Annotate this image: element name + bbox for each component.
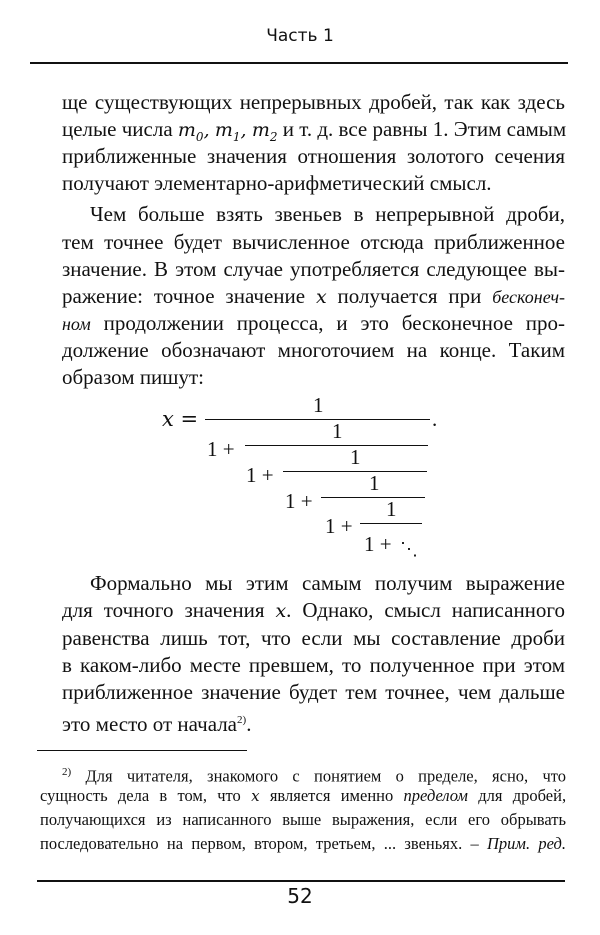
formula-lhs: x = bbox=[162, 407, 199, 431]
text-line: равенства лишь тот, что если мы составление дроби bbox=[62, 626, 565, 650]
text-line: ражение: точное значение x получается при бесконеч- bbox=[62, 284, 566, 308]
text-line: приближенное значение будет тем точнее, чем дальше bbox=[62, 680, 565, 704]
text-line: тем точнее будет вычисленное отсюда приближенное bbox=[62, 230, 565, 254]
footer-rule bbox=[37, 880, 565, 882]
text-line: приближенные значения отношения золотого сечения bbox=[62, 144, 565, 168]
fraction-bar bbox=[205, 419, 430, 420]
header-rule bbox=[30, 62, 568, 64]
fraction-bar bbox=[360, 523, 422, 524]
text-line: ном продолжении процесса, и это бесконечное про- bbox=[62, 311, 566, 335]
numerator: 1 bbox=[332, 419, 343, 443]
numerator: 1 bbox=[350, 445, 361, 469]
footnote-line: сущность дела в том, что x является именно пределом для дробей, bbox=[40, 786, 567, 805]
fraction-bar bbox=[321, 497, 425, 498]
text-line: значение. В этом случае употребляется следующее вы- bbox=[62, 257, 565, 281]
page-number: 52 bbox=[287, 884, 313, 908]
text-line: ще существующих непрерывных дробей, так как здесь bbox=[62, 90, 565, 114]
footnote-ref[interactable]: 2) bbox=[237, 714, 247, 726]
one-plus: 1 + bbox=[246, 463, 274, 487]
running-header: Часть 1 bbox=[266, 26, 334, 46]
text-line: для точного значения x. Однако, смысл написанного bbox=[62, 598, 566, 622]
footnote-line: получающихся из написанного выше выражения, если его обрывать bbox=[40, 810, 566, 829]
numerator: 1 bbox=[313, 393, 324, 417]
fraction-bar bbox=[245, 445, 428, 446]
text-line: получают элементарно-арифметический смысл. bbox=[62, 171, 492, 195]
one-plus: 1 + bbox=[285, 489, 313, 513]
text-line: в каком-либо месте превшем, то полученное при этом bbox=[62, 653, 565, 677]
continuation-dots: ⋱ bbox=[400, 539, 418, 559]
text-line: Формально мы этим самым получим выражение bbox=[90, 571, 565, 595]
text-line: образом пишут: bbox=[62, 365, 204, 389]
text-line: должение обозначают многоточием на конце. Таким bbox=[62, 338, 565, 362]
one-plus: 1 + bbox=[325, 514, 353, 538]
numerator: 1 bbox=[369, 471, 380, 495]
one-plus: 1 + bbox=[364, 532, 392, 556]
footnote-line: последовательно на первом, втором, третьем, ... звеньях. – Прим. ред. bbox=[40, 834, 566, 853]
footnote-line: $^{2)}$ Для читателя, знакомого с понятием о пределе, ясно, что bbox=[62, 766, 566, 786]
numerator: 1 bbox=[386, 497, 397, 521]
text-line: Чем больше взять звеньев в непрерывной дроби, bbox=[90, 202, 565, 226]
one-plus: 1 + bbox=[207, 437, 235, 461]
text-line: это место от начала$^{2)}$. bbox=[62, 712, 252, 736]
fraction-bar bbox=[283, 471, 427, 472]
period: . bbox=[432, 407, 438, 431]
text-line: целые числа $m_0$, $m_1$, $m_2$ и т. д. все равны 1. Этим самым bbox=[62, 117, 567, 144]
footnote-rule bbox=[37, 750, 247, 751]
